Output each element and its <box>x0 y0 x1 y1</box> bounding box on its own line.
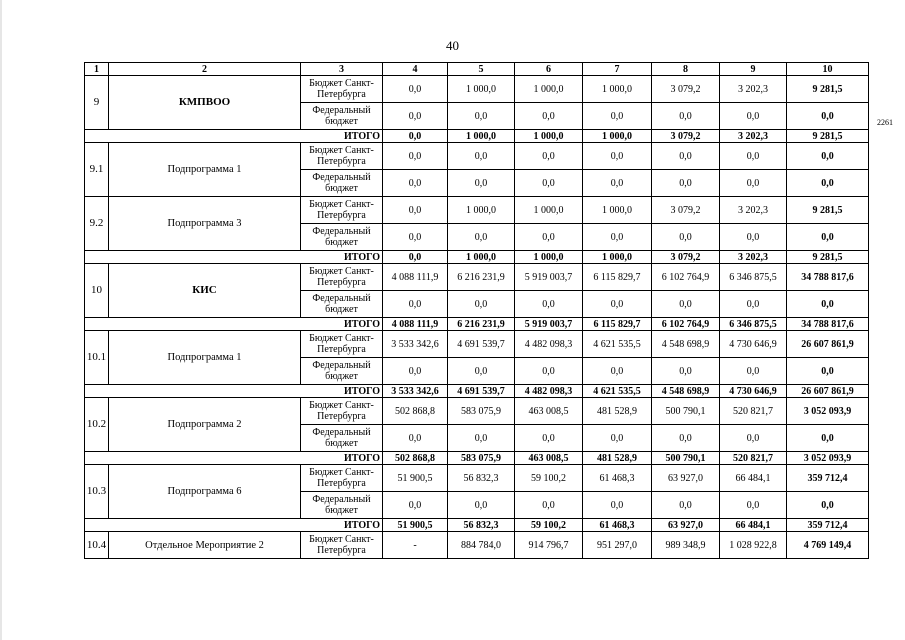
value-cell: 9 281,5 <box>787 76 869 103</box>
source-label: Бюджет Санкт-Петербурга <box>301 532 383 559</box>
value-cell: 0,0 <box>448 170 515 197</box>
value-cell: 0,0 <box>720 170 787 197</box>
value-cell: 0,0 <box>383 197 448 224</box>
column-number: 9 <box>720 63 787 76</box>
total-value: 4 088 111,9 <box>383 318 448 331</box>
value-cell: 3 079,2 <box>652 197 720 224</box>
value-cell: 63 927,0 <box>652 465 720 492</box>
value-cell: 0,0 <box>383 103 448 130</box>
row-number: 10.3 <box>85 465 109 519</box>
total-value: 63 927,0 <box>652 519 720 532</box>
value-cell: 4 691 539,7 <box>448 331 515 358</box>
value-cell: 520 821,7 <box>720 398 787 425</box>
value-cell: 502 868,8 <box>383 398 448 425</box>
column-number: 3 <box>301 63 383 76</box>
total-value: 583 075,9 <box>448 452 515 465</box>
value-cell: 6 216 231,9 <box>448 264 515 291</box>
column-number: 8 <box>652 63 720 76</box>
value-cell: 0,0 <box>720 358 787 385</box>
column-number: 4 <box>383 63 448 76</box>
total-value: 56 832,3 <box>448 519 515 532</box>
total-value: 6 346 875,5 <box>720 318 787 331</box>
value-cell: 583 075,9 <box>448 398 515 425</box>
row-name: Подпрограмма 1 <box>109 143 301 197</box>
value-cell: 989 348,9 <box>652 532 720 559</box>
value-cell: 0,0 <box>448 492 515 519</box>
value-cell: 1 000,0 <box>448 76 515 103</box>
value-cell: 0,0 <box>383 76 448 103</box>
value-cell: 0,0 <box>383 143 448 170</box>
row-name: Подпрограмма 2 <box>109 398 301 452</box>
value-cell: 4 088 111,9 <box>383 264 448 291</box>
budget-table <box>84 62 869 559</box>
value-cell: 6 346 875,5 <box>720 264 787 291</box>
value-cell: 1 000,0 <box>583 197 652 224</box>
value-cell: 0,0 <box>652 143 720 170</box>
total-value: 0,0 <box>383 130 448 143</box>
total-value: 3 202,3 <box>720 251 787 264</box>
total-value: 500 790,1 <box>652 452 720 465</box>
value-cell: 0,0 <box>448 358 515 385</box>
row-number: 10.1 <box>85 331 109 385</box>
value-cell: 481 528,9 <box>583 398 652 425</box>
total-value: 463 008,5 <box>515 452 583 465</box>
value-cell: 4 482 098,3 <box>515 331 583 358</box>
row-number: 10 <box>85 264 109 318</box>
value-cell: 0,0 <box>652 492 720 519</box>
total-value: 520 821,7 <box>720 452 787 465</box>
table-row <box>85 398 869 425</box>
value-cell: 0,0 <box>787 492 869 519</box>
value-cell: 463 008,5 <box>515 398 583 425</box>
total-value: 4 548 698,9 <box>652 385 720 398</box>
page-number: 40 <box>446 38 459 53</box>
value-cell: 0,0 <box>787 358 869 385</box>
total-value: 1 000,0 <box>448 251 515 264</box>
total-value: 3 079,2 <box>652 130 720 143</box>
row-name: КМПВОО <box>109 76 301 130</box>
column-number: 5 <box>448 63 515 76</box>
column-number: 2 <box>109 63 301 76</box>
source-label: Бюджет Санкт-Петербурга <box>301 398 383 425</box>
total-label: ИТОГО <box>85 318 383 331</box>
source-label: Бюджет Санкт-Петербурга <box>301 331 383 358</box>
total-row <box>85 385 869 398</box>
value-cell: 0,0 <box>515 143 583 170</box>
total-value: 61 468,3 <box>583 519 652 532</box>
value-cell: 0,0 <box>652 291 720 318</box>
value-cell: 0,0 <box>383 492 448 519</box>
total-row <box>85 519 869 532</box>
source-label: Бюджет Санкт-Петербурга <box>301 465 383 492</box>
value-cell: 3 079,2 <box>652 76 720 103</box>
value-cell: 59 100,2 <box>515 465 583 492</box>
value-cell: 1 000,0 <box>583 76 652 103</box>
row-name: Подпрограмма 6 <box>109 465 301 519</box>
value-cell: 0,0 <box>583 358 652 385</box>
value-cell: 0,0 <box>652 103 720 130</box>
total-label: ИТОГО <box>85 385 383 398</box>
value-cell: 0,0 <box>448 425 515 452</box>
total-value: 3 533 342,6 <box>383 385 448 398</box>
total-row <box>85 318 869 331</box>
value-cell: 0,0 <box>515 425 583 452</box>
total-value: 66 484,1 <box>720 519 787 532</box>
value-cell: 9 281,5 <box>787 197 869 224</box>
source-label: Федеральный бюджет <box>301 224 383 251</box>
source-label: Бюджет Санкт-Петербурга <box>301 197 383 224</box>
total-value: 1 000,0 <box>515 251 583 264</box>
value-cell: 3 052 093,9 <box>787 398 869 425</box>
row-name: Подпрограмма 3 <box>109 197 301 251</box>
total-value: 6 115 829,7 <box>583 318 652 331</box>
total-value: 26 607 861,9 <box>787 385 869 398</box>
total-value: 1 000,0 <box>583 251 652 264</box>
column-number: 1 <box>85 63 109 76</box>
value-cell: 4 548 698,9 <box>652 331 720 358</box>
row-number: 10.4 <box>85 532 109 559</box>
total-value: 4 482 098,3 <box>515 385 583 398</box>
value-cell: 0,0 <box>720 425 787 452</box>
value-cell: 0,0 <box>383 358 448 385</box>
scan-margin-line <box>0 0 2 640</box>
value-cell: 0,0 <box>383 224 448 251</box>
value-cell: 0,0 <box>515 103 583 130</box>
value-cell: 0,0 <box>448 291 515 318</box>
value-cell: 0,0 <box>383 425 448 452</box>
value-cell: 0,0 <box>787 103 869 130</box>
value-cell: 0,0 <box>652 358 720 385</box>
column-number: 7 <box>583 63 652 76</box>
row-name: Подпрограмма 1 <box>109 331 301 385</box>
total-value: 502 868,8 <box>383 452 448 465</box>
value-cell: 34 788 817,6 <box>787 264 869 291</box>
source-label: Бюджет Санкт-Петербурга <box>301 143 383 170</box>
total-value: 1 000,0 <box>515 130 583 143</box>
value-cell: 0,0 <box>515 170 583 197</box>
value-cell: 3 202,3 <box>720 76 787 103</box>
table-row <box>85 465 869 492</box>
total-value: 1 000,0 <box>583 130 652 143</box>
value-cell: 6 102 764,9 <box>652 264 720 291</box>
value-cell: 500 790,1 <box>652 398 720 425</box>
total-value: 9 281,5 <box>787 130 869 143</box>
value-cell: 26 607 861,9 <box>787 331 869 358</box>
value-cell: 0,0 <box>515 492 583 519</box>
table-row <box>85 532 869 559</box>
total-value: 3 079,2 <box>652 251 720 264</box>
value-cell: 4 730 646,9 <box>720 331 787 358</box>
value-cell: 0,0 <box>515 224 583 251</box>
value-cell: 0,0 <box>720 103 787 130</box>
value-cell: 3 202,3 <box>720 197 787 224</box>
value-cell: 0,0 <box>583 103 652 130</box>
value-cell: 0,0 <box>787 291 869 318</box>
value-cell: 0,0 <box>383 170 448 197</box>
source-label: Федеральный бюджет <box>301 103 383 130</box>
total-value: 34 788 817,6 <box>787 318 869 331</box>
source-label: Федеральный бюджет <box>301 358 383 385</box>
total-label: ИТОГО <box>85 130 383 143</box>
total-value: 481 528,9 <box>583 452 652 465</box>
column-number: 6 <box>515 63 583 76</box>
value-cell: 0,0 <box>515 291 583 318</box>
value-cell: 51 900,5 <box>383 465 448 492</box>
column-number: 10 <box>787 63 869 76</box>
total-row <box>85 130 869 143</box>
value-cell: - <box>383 532 448 559</box>
source-label: Федеральный бюджет <box>301 492 383 519</box>
value-cell: 4 621 535,5 <box>583 331 652 358</box>
header-row <box>85 63 869 76</box>
value-cell: 0,0 <box>720 291 787 318</box>
total-value: 0,0 <box>383 251 448 264</box>
value-cell: 1 000,0 <box>515 197 583 224</box>
value-cell: 914 796,7 <box>515 532 583 559</box>
value-cell: 56 832,3 <box>448 465 515 492</box>
total-value: 3 052 093,9 <box>787 452 869 465</box>
table-row <box>85 76 869 103</box>
value-cell: 0,0 <box>720 224 787 251</box>
total-value: 4 621 535,5 <box>583 385 652 398</box>
source-label: Федеральный бюджет <box>301 170 383 197</box>
table-row <box>85 331 869 358</box>
value-cell: 61 468,3 <box>583 465 652 492</box>
source-label: Федеральный бюджет <box>301 425 383 452</box>
side-mark: 2261 <box>877 118 893 127</box>
row-name: Отдельное Мероприятие 2 <box>109 532 301 559</box>
value-cell: 359 712,4 <box>787 465 869 492</box>
row-number: 9.2 <box>85 197 109 251</box>
value-cell: 0,0 <box>583 492 652 519</box>
total-value: 1 000,0 <box>448 130 515 143</box>
value-cell: 0,0 <box>383 291 448 318</box>
source-label: Бюджет Санкт-Петербурга <box>301 264 383 291</box>
value-cell: 6 115 829,7 <box>583 264 652 291</box>
value-cell: 5 919 003,7 <box>515 264 583 291</box>
value-cell: 0,0 <box>448 143 515 170</box>
value-cell: 66 484,1 <box>720 465 787 492</box>
total-label: ИТОГО <box>85 519 383 532</box>
source-label: Федеральный бюджет <box>301 291 383 318</box>
source-label: Бюджет Санкт-Петербурга <box>301 76 383 103</box>
total-label: ИТОГО <box>85 251 383 264</box>
row-number: 9 <box>85 76 109 130</box>
total-value: 5 919 003,7 <box>515 318 583 331</box>
value-cell: 0,0 <box>448 224 515 251</box>
value-cell: 0,0 <box>652 170 720 197</box>
value-cell: 0,0 <box>652 425 720 452</box>
row-name: КИС <box>109 264 301 318</box>
value-cell: 0,0 <box>720 143 787 170</box>
value-cell: 0,0 <box>787 425 869 452</box>
value-cell: 0,0 <box>720 492 787 519</box>
total-value: 359 712,4 <box>787 519 869 532</box>
total-label: ИТОГО <box>85 452 383 465</box>
value-cell: 0,0 <box>787 170 869 197</box>
total-value: 4 730 646,9 <box>720 385 787 398</box>
total-row <box>85 452 869 465</box>
value-cell: 884 784,0 <box>448 532 515 559</box>
total-value: 9 281,5 <box>787 251 869 264</box>
value-cell: 0,0 <box>583 143 652 170</box>
total-row <box>85 251 869 264</box>
value-cell: 0,0 <box>787 224 869 251</box>
value-cell: 0,0 <box>583 170 652 197</box>
value-cell: 0,0 <box>448 103 515 130</box>
table-row <box>85 197 869 224</box>
total-value: 4 691 539,7 <box>448 385 515 398</box>
value-cell: 1 028 922,8 <box>720 532 787 559</box>
value-cell: 0,0 <box>652 224 720 251</box>
value-cell: 0,0 <box>787 143 869 170</box>
total-value: 51 900,5 <box>383 519 448 532</box>
value-cell: 4 769 149,4 <box>787 532 869 559</box>
value-cell: 1 000,0 <box>515 76 583 103</box>
value-cell: 0,0 <box>583 224 652 251</box>
value-cell: 0,0 <box>583 425 652 452</box>
total-value: 6 216 231,9 <box>448 318 515 331</box>
total-value: 59 100,2 <box>515 519 583 532</box>
row-number: 10.2 <box>85 398 109 452</box>
value-cell: 1 000,0 <box>448 197 515 224</box>
value-cell: 3 533 342,6 <box>383 331 448 358</box>
value-cell: 951 297,0 <box>583 532 652 559</box>
value-cell: 0,0 <box>515 358 583 385</box>
total-value: 3 202,3 <box>720 130 787 143</box>
table-row <box>85 143 869 170</box>
table-row <box>85 264 869 291</box>
value-cell: 0,0 <box>583 291 652 318</box>
total-value: 6 102 764,9 <box>652 318 720 331</box>
row-number: 9.1 <box>85 143 109 197</box>
